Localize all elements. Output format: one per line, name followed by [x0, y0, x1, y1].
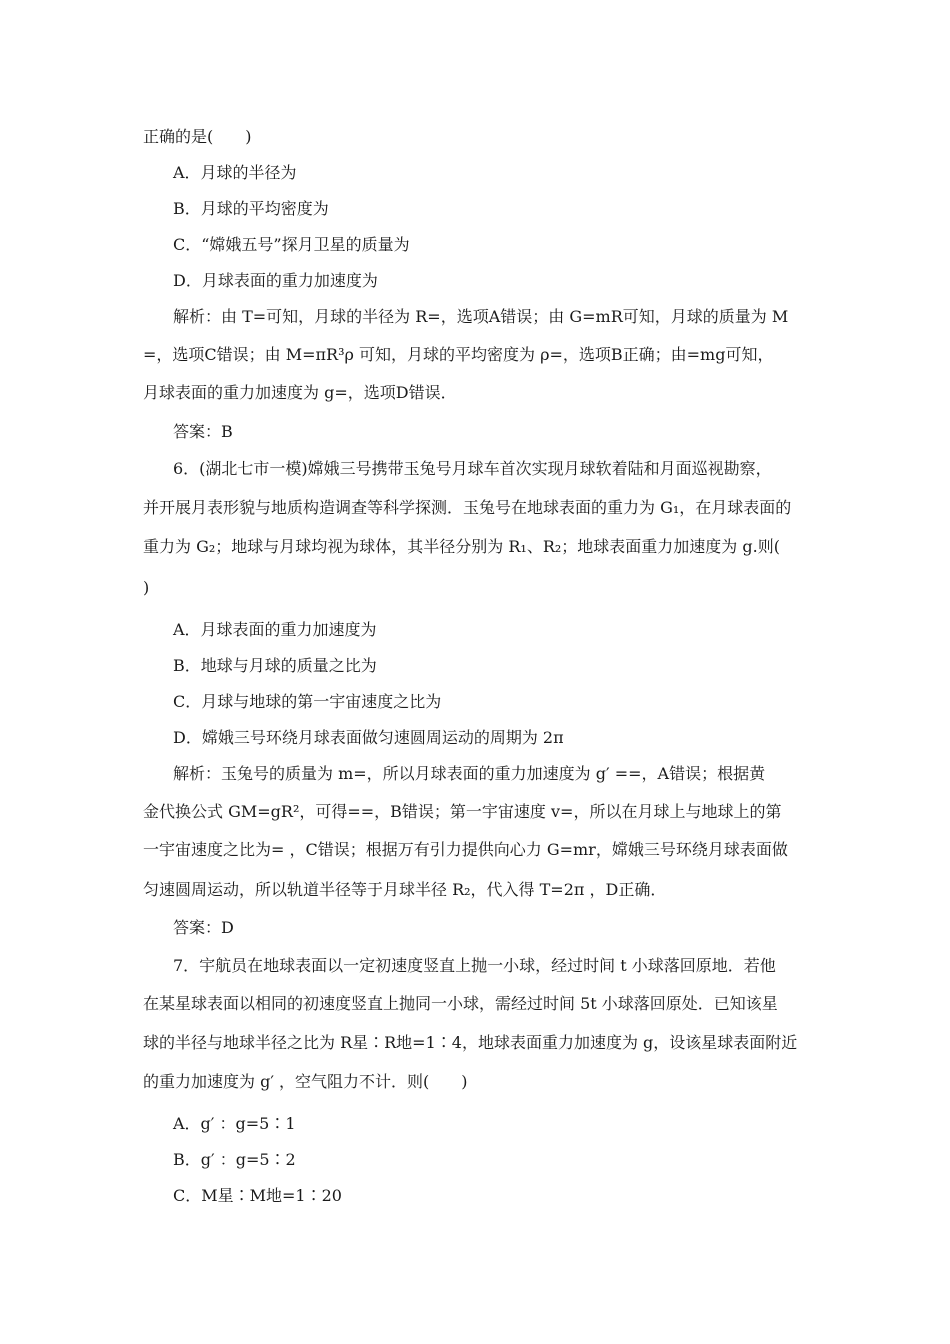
analysis-line: =，选项C错误；由 M=πR³ρ 可知，月球的平均密度为 ρ=，选项B正确；由=mg可知， — [143, 345, 774, 364]
analysis-line: 金代换公式 GM=gR²，可得==，B错误；第一宇宙速度 v=，所以在月球上与地球上的第 — [143, 802, 782, 821]
question-7-stem: 7．宇航员在地球表面以一定初速度竖直上抛一小球，经过时间 t 小球落回原地．若他 — [173, 956, 776, 975]
question-6-stem: 重力为 G₂；地球与月球均视为球体，其半径分别为 R₁、R₂；地球表面重力加速度为 g.则( — [143, 537, 780, 556]
question-6-stem: 并开展月表形貌与地质构造调查等科学探测．玉兔号在地球表面的重力为 G₁，在月球表面的 — [143, 498, 792, 517]
option-b: B．地球与月球的质量之比为 — [173, 656, 377, 675]
option-c: C．M星∶M地=1∶20 — [173, 1186, 342, 1205]
analysis-line: 月球表面的重力加速度为 g=，选项D错误． — [143, 383, 457, 402]
option-d: D．嫦娥三号环绕月球表面做匀速圆周运动的周期为 2π — [173, 728, 564, 747]
answer-line: 答案：B — [173, 422, 233, 441]
question-6-stem: ) — [143, 578, 150, 597]
option-c: C．月球与地球的第一宇宙速度之比为 — [173, 692, 442, 711]
option-a: A．月球的半径为 — [173, 163, 297, 182]
question-7-stem: 球的半径与地球半径之比为 R星∶R地=1∶4，地球表面重力加速度为 g，设该星球表面附近 — [143, 1033, 798, 1052]
analysis-line: 一宇宙速度之比为= ，C错误；根据万有引力提供向心力 G=mr，嫦娥三号环绕月球表面做 — [143, 840, 788, 859]
answer-line: 答案：D — [173, 918, 234, 937]
option-b: B．g′ ：g=5∶2 — [173, 1150, 296, 1169]
question-7-stem: 的重力加速度为 g′ ，空气阻力不计．则( ) — [143, 1072, 468, 1091]
option-d: D．月球表面的重力加速度为 — [173, 271, 378, 290]
question-6-stem: 6．(湖北七市一模)嫦娥三号携带玉兔号月球车首次实现月球软着陆和月面巡视勘察， — [173, 459, 772, 478]
question-7-stem: 在某星球表面以相同的初速度竖直上抛同一小球，需经过时间 5t 小球落回原处．已知该星 — [143, 994, 778, 1013]
analysis-line: 解析：由 T=可知，月球的半径为 R=，选项A错误；由 G=mR可知，月球的质量为 M — [173, 307, 789, 326]
question-5-stem-end: 正确的是( ) — [143, 127, 252, 146]
option-c: C．“嫦娥五号”探月卫星的质量为 — [173, 235, 410, 254]
option-a: A．g′ ：g=5∶1 — [173, 1114, 296, 1133]
analysis-line: 解析：玉兔号的质量为 m=，所以月球表面的重力加速度为 g′ ==，A错误；根据黄 — [173, 764, 766, 783]
option-b: B．月球的平均密度为 — [173, 199, 329, 218]
option-a: A．月球表面的重力加速度为 — [173, 620, 377, 639]
analysis-line: 匀速圆周运动，所以轨道半径等于月球半径 R₂，代入得 T=2π ，D正确． — [143, 880, 667, 899]
